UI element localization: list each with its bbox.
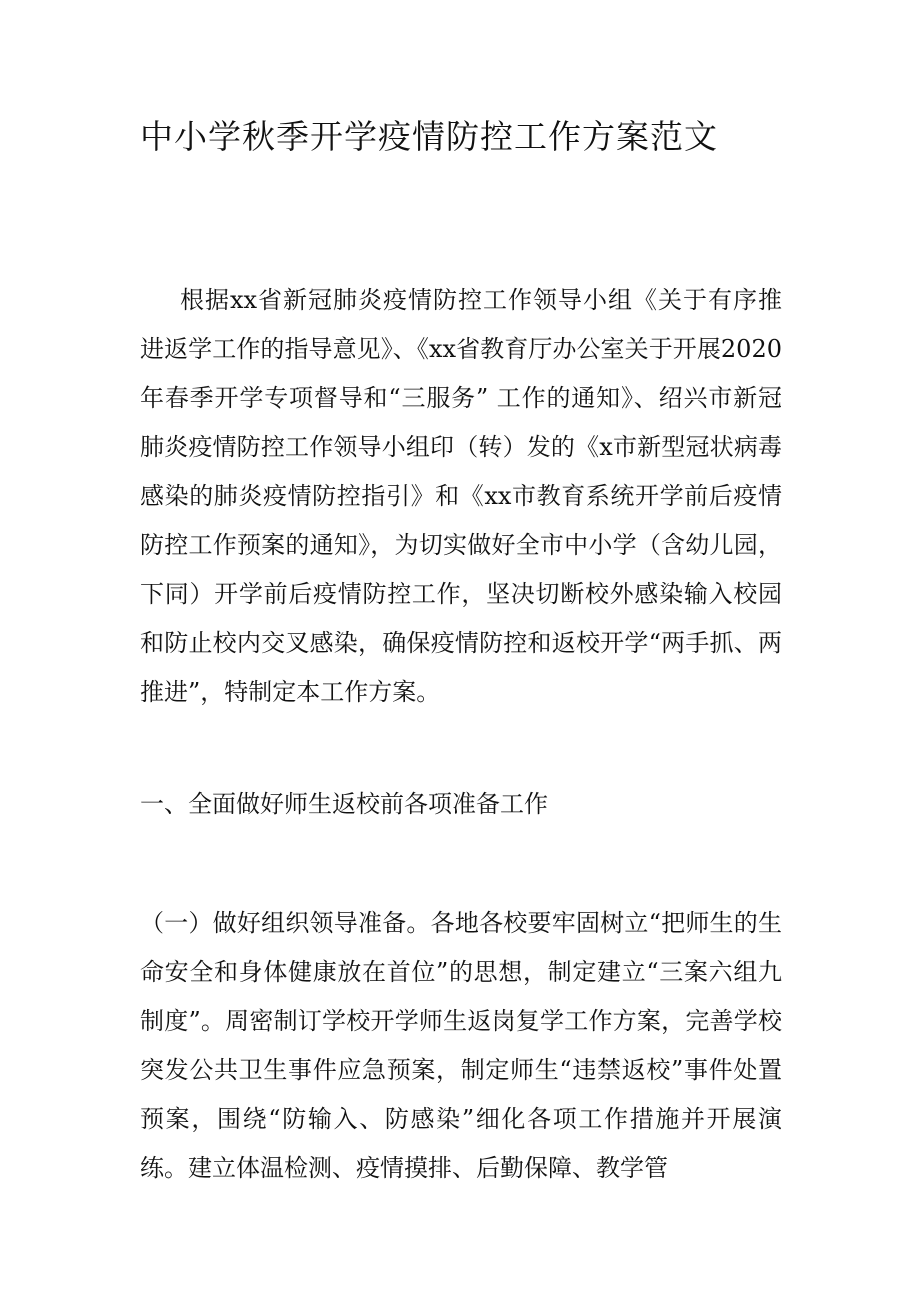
section-1-subsection-1-paragraph: （一）做好组织领导准备。各地各校要牢固树立“把师生的生命安全和身体健康放在首位”的思想，制定建立“三案六组九制度”。周密制订学校开学师生返岗复学工作方案，完善学校突发公共卫生事件应急预案，制定师生“违禁返校”事件处置预案，围绕“防输入、防感染”细化各项工作措施并开展演练。建立体温检测、疫情摸排、后勤保障、教学管 bbox=[140, 909, 782, 1182]
document-title: 中小学秋季开学疫情防控工作方案范文 bbox=[140, 117, 718, 156]
intro-paragraph: 根据xx省新冠肺炎疫情防控工作领导小组《关于有序推进返学工作的指导意见》、《xx省教育厅办公室关于开展2020 年春季开学专项督导和“三服务” 工作的通知》、绍兴市新冠肺炎疫情防控工作领导小组印（转）发的《x市新型冠状病毒感染的肺炎疫情防控指引》和《xx市教育系统开学前后疫情防控工作预案的通知》，为切实做好全市中小学（含幼儿园，下同）开学前后疫情防控工作，坚决切断校外感染输入校园和防止校内交叉感染，确保疫情防控和返校开学“两手抓、两推进”，特制定本工作方案。 bbox=[140, 286, 782, 706]
section-heading-1: 一、全面做好师生返校前各项准备工作 bbox=[140, 790, 548, 818]
